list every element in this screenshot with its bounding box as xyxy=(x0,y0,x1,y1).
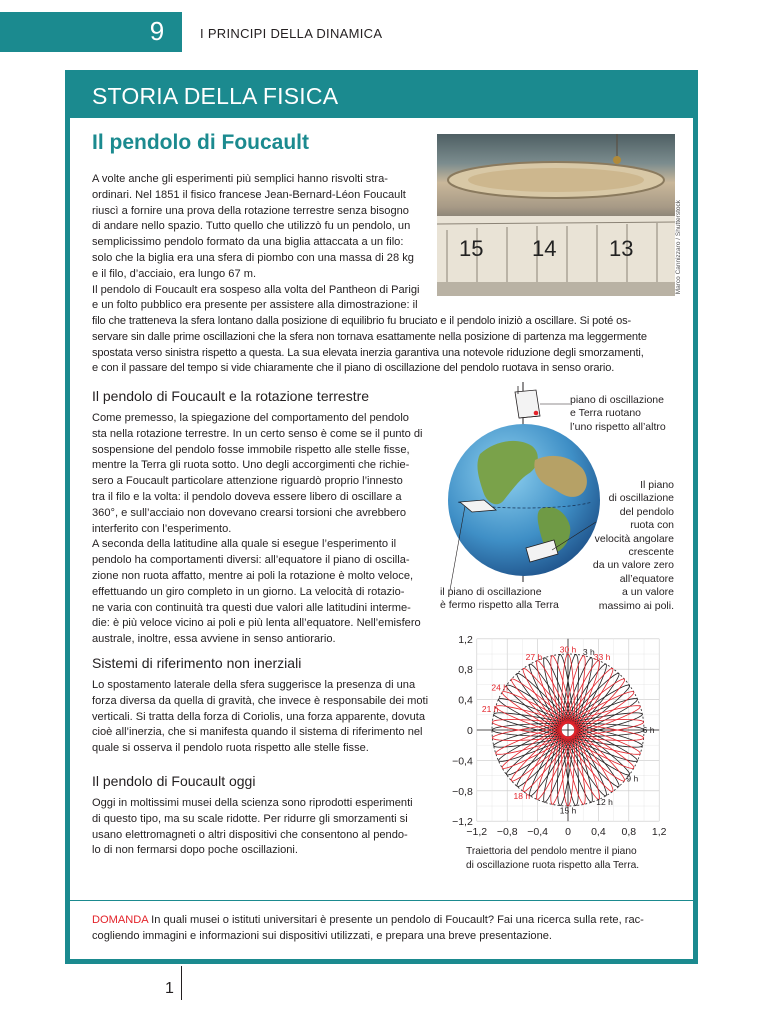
hour-label: 9 h xyxy=(626,773,639,784)
section-line: tra il filo e la volta: il pendolo doveva essere libero di oscillare a xyxy=(92,490,402,503)
y-tick-label: 0,4 xyxy=(458,694,473,707)
intro-line: solo che la biglia era una sfera di piombo con una massa di 28 kg xyxy=(92,251,414,264)
photo-credit: Marco Cannizzaro / Shutterstock xyxy=(675,200,682,295)
section-line: Lo spostamento laterale della sfera suggerisce la presenza di una xyxy=(92,679,416,691)
x-tick-label: 0 xyxy=(565,826,571,839)
page-number-separator xyxy=(181,966,182,1000)
intro-line: servare sin dalle prime oscillazioni che la sfera non tornava esattamente nella posizione di partenza ma leggermente xyxy=(92,330,647,343)
hour-label: 12 h xyxy=(596,796,613,807)
annot-line: massimo ai poli. xyxy=(598,599,674,612)
hour-label: 6 h xyxy=(642,725,655,735)
section-heading-oggi: Il pendolo di Foucault oggi xyxy=(92,773,256,789)
annot-line: a un valore xyxy=(622,586,674,599)
section-line: di questo tipo, ma su scale ridotte. Per ridurre gli smorzamenti si xyxy=(92,812,408,825)
section-line: zione non ruota affatto, mentre ai poli la rotazione è molto veloce, xyxy=(92,569,414,582)
hour-label-red: 33 h xyxy=(593,651,611,662)
section-line: quale si osserva il pendolo ruota rispetto alle stelle fisse. xyxy=(92,742,369,755)
x-tick-label: 0,4 xyxy=(591,826,606,839)
globe-label-right xyxy=(574,479,674,613)
section-line: forza diversa da quella di gravità, che invece è responsabile dei moti xyxy=(92,694,429,707)
section-line: 360°, e sull’acciaio non dovevano crearsi torsioni che avrebbero xyxy=(92,506,407,519)
y-tick-label: −0,8 xyxy=(452,785,473,798)
section-line: sospensione del pendolo fosse immobile rispetto alle stelle fisse, xyxy=(92,443,410,456)
chart-caption xyxy=(466,845,639,872)
pole-bob xyxy=(534,411,539,416)
x-tick-label: −0,4 xyxy=(527,826,548,839)
y-tick-label: 0 xyxy=(466,725,473,737)
annot-line: piano di oscillazione xyxy=(570,394,664,406)
annot-line: Il piano xyxy=(640,479,674,491)
annot-line: e Terra ruotano xyxy=(570,407,642,420)
dial-number-14: 14 xyxy=(532,236,557,261)
section-line: Oggi in moltissimi musei della scienza sono riprodotti esperimenti xyxy=(92,797,413,809)
intro-line: spostata verso sinistra rispetto a questa. La sua elevata inerzia garantiva una notevole riduzione degli smorzamenti, xyxy=(92,346,644,359)
hour-label-red: 18 h xyxy=(513,790,531,801)
section-heading-rotazione: Il pendolo di Foucault e la rotazione terrestre xyxy=(92,388,370,404)
section-line: usano elettromagneti o altri dispositivi che consentono al pendo- xyxy=(92,828,408,841)
annot-line: l’uno rispetto all’altro xyxy=(570,420,666,433)
main-title: Il pendolo di Foucault xyxy=(92,131,309,154)
section-line: A seconda della latitudine alla quale si esegue l’esperimento il xyxy=(92,538,397,551)
intro-column-text xyxy=(92,172,427,314)
globe-label-top xyxy=(570,394,666,434)
pendulum-photo xyxy=(437,134,675,296)
section-line: effettuando un giro completo in un giorno. La velocità di rotazio- xyxy=(92,585,405,598)
section-heading-sistemi: Sistemi di riferimento non inerziali xyxy=(92,655,302,671)
domanda-text: In quali musei o istituti universitari è presente un pendolo di Foucault? Fai una ricerca sulla rete, rac- xyxy=(148,914,644,926)
x-tick-label: −0,8 xyxy=(496,826,518,839)
section-line: Come premesso, la spiegazione del comportamento del pendolo xyxy=(92,412,409,424)
intro-line: e il filo, d’acciaio, era lungo 67 m. xyxy=(92,267,257,280)
annot-line: ruota con xyxy=(630,519,674,532)
hour-label-red: 21 h xyxy=(481,704,499,715)
section-line: sero a Foucault particolare attenzione riguardò proprio l’innesto xyxy=(92,475,403,488)
section-line: cioè all’inerzia, che si manifesta quando il sistema di riferimento nel xyxy=(92,726,423,739)
x-tick-label: 1,2 xyxy=(651,826,667,839)
intro-line: di andare nello spazio. Tutto quello che utilizzò fu un pendolo, un xyxy=(92,220,411,233)
pendulum-photo-drawing xyxy=(437,134,675,296)
section-line: interferito con l’esperimento. xyxy=(92,522,232,535)
annot-line: di oscillazione xyxy=(608,492,674,505)
intro-line: Il pendolo di Foucault era sospeso alla volta del Pantheon di Parigi xyxy=(92,283,420,296)
section-line: ne varia con continuità tra questi due valori alle latitudini interme- xyxy=(92,601,411,614)
section-line: die: è più veloce vicino ai poli e più lenta all’equatore. Nell’emisfero xyxy=(92,617,421,630)
section-line: verticali. Si tratta della forza di Coriolis, una forza apparente, dovuta xyxy=(92,710,425,723)
intro-line: riuscì a fornire una prova della rotazione terrestre senza bisogno xyxy=(92,204,409,217)
intro-line: e con il passare del tempo si vide chiaramente che il piano di oscillazione del pendolo ruotava in senso orario. xyxy=(92,362,615,375)
annot-line: da un valore zero xyxy=(592,559,674,572)
section-line: pendolo ha comportamenti diversi: all’equatore il piano di oscilla- xyxy=(92,554,410,567)
annot-line: all’equatore xyxy=(619,572,674,585)
hour-label-red: 27 h xyxy=(525,651,543,662)
domanda-box xyxy=(92,912,680,944)
pendulum-trajectory-chart xyxy=(440,626,680,846)
intro-full-text xyxy=(92,314,676,377)
banner-title: STORIA DELLA FISICA xyxy=(92,83,339,109)
hour-label: 3 h xyxy=(582,647,595,658)
chapter-title: I PRINCIPI DELLA DINAMICA xyxy=(200,26,383,41)
annot-line: il piano di oscillazione xyxy=(440,586,542,598)
annot-line: del pendolo xyxy=(619,505,674,518)
x-tick-label: −1,2 xyxy=(466,826,488,839)
annot-line: è fermo rispetto alla Terra xyxy=(440,599,559,612)
section-sistemi-text xyxy=(92,678,429,757)
x-tick-label: 0,8 xyxy=(621,826,637,839)
intro-line: semplicissimo pendolo formato da una biglia attaccata a un filo: xyxy=(92,236,404,249)
section-line: lo di non fermarsi dopo poche oscillazioni. xyxy=(92,844,298,857)
caption-line: di oscillazione ruota rispetto alla Terra. xyxy=(466,859,640,871)
caption-line: Traiettoria del pendolo mentre il piano xyxy=(466,846,637,857)
section-rotazione-text xyxy=(92,411,429,648)
y-tick-label: 1,2 xyxy=(458,633,473,646)
annot-line: velocità angolare xyxy=(594,532,674,545)
globe-label-bottom xyxy=(440,586,559,613)
annot-line: crescente xyxy=(628,546,674,559)
domanda-text: cogliendo immagini e informazioni sui dispositivi utilizzati, e prepara una breve presentazione. xyxy=(92,930,553,942)
intro-line: A volte anche gli esperimenti più semplici hanno risvolti stra- xyxy=(92,173,388,185)
dial-number-15: 15 xyxy=(459,236,484,261)
hour-label-red: 30 h xyxy=(559,644,577,655)
dial-number-13: 13 xyxy=(609,236,634,261)
y-tick-label: −1,2 xyxy=(452,816,473,829)
domanda-label: DOMANDA xyxy=(92,914,149,926)
intro-line: filo che tratteneva la sfera lontano dalla posizione di equilibrio fu bruciato e il pendolo iniziò a oscillare. Si poté os- xyxy=(92,315,632,327)
hour-label-red: 24 h xyxy=(491,682,508,693)
hour-label: 15 h xyxy=(559,805,577,816)
page-number: 1 xyxy=(165,980,174,997)
domanda-divider xyxy=(70,900,693,901)
section-line: australe, inoltre, essa avviene in senso antiorario. xyxy=(92,633,336,646)
section-oggi-text xyxy=(92,796,429,859)
intro-line: ordinari. Nel 1851 il fisico francese Jean-Bernard-Léon Foucault xyxy=(92,188,406,201)
chapter-number: 9 xyxy=(149,16,165,46)
section-line: mentre la Terra gli ruota sotto. Uno degli accorgimenti che richie- xyxy=(92,459,410,472)
y-tick-label: −0,4 xyxy=(452,755,473,768)
y-tick-label: 0,8 xyxy=(458,664,473,677)
intro-line: e un folto pubblico era presente per assistere alla dimostrazione: il xyxy=(92,299,418,312)
section-line: sta nella rotazione terrestre. In un certo senso è come se il punto di xyxy=(92,427,423,440)
